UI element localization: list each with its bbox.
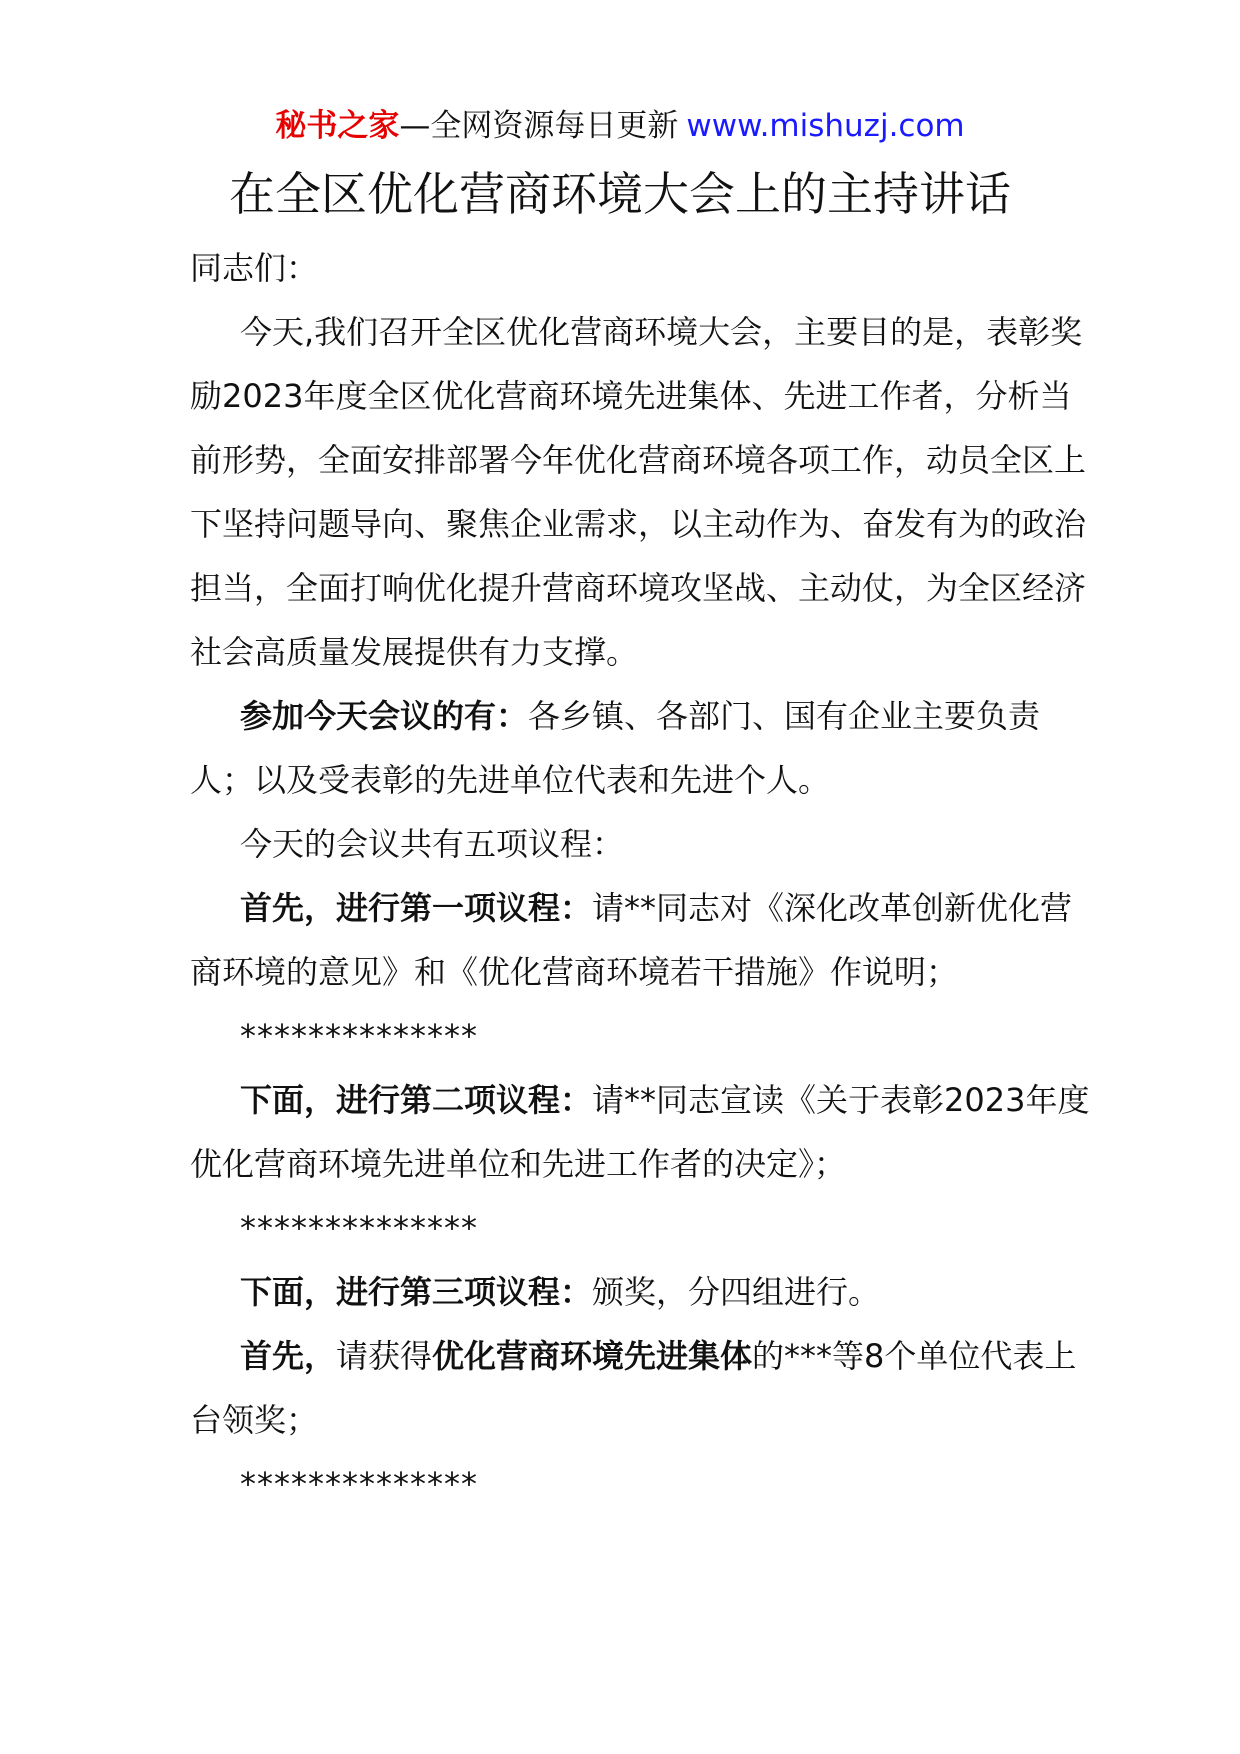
document-title: 在全区优化营商环境大会上的主持讲话 bbox=[229, 167, 1011, 221]
agenda-item-1-text: 请**同志对《深化改革创新优化营商环境的意见》和《优化营商环境若干措施》作说明； bbox=[190, 889, 1073, 991]
agenda-item-2-text: 请**同志宣读《关于表彰2023年度优化营商环境先进单位和先进工作者的决定》； bbox=[190, 1081, 1090, 1183]
site-header bbox=[0, 104, 1240, 148]
agenda-item-3 bbox=[190, 1260, 1090, 1324]
site-url[interactable]: www.mishuzj.com bbox=[686, 108, 965, 144]
agenda-item-3-text: 颁奖，分四组进行。 bbox=[592, 1273, 881, 1311]
agenda-item-1-label: 首先，进行第一项议程： bbox=[240, 889, 593, 927]
site-slogan: —全网资源每日更新 bbox=[399, 108, 679, 144]
placeholder-stars-2: ************** bbox=[240, 1209, 478, 1247]
agenda-item-3-label: 下面，进行第三项议程： bbox=[240, 1273, 593, 1311]
agenda-item-1 bbox=[190, 876, 1090, 1004]
agenda-intro: 今天的会议共有五项议程： bbox=[240, 825, 625, 863]
placeholder-stars-3: ************** bbox=[240, 1465, 478, 1503]
agenda-item-2-label: 下面，进行第二项议程： bbox=[240, 1081, 593, 1119]
opening-paragraph: 今天,我们召开全区优化营商环境大会，主要目的是，表彰奖励2023年度全区优化营商环境先进集体、先进工作者，分析当前形势，全面安排部署今年优化营商环境各项工作，动员全区上下坚持问题导向、聚焦企业需求，以主动作为、奋发有为的政治担当，全面打响优化提升营商环境攻坚战、主动仗，为全区经济社会高质量发展提供有力支撑。 bbox=[190, 313, 1087, 671]
attendees-paragraph bbox=[190, 684, 1090, 812]
attendees-text: 各乡镇、各部门、国有企业主要负责人；以及受表彰的先进单位代表和先进个人。 bbox=[190, 697, 1041, 799]
brand-name: 秘书之家 bbox=[275, 108, 400, 144]
placeholder-stars-1: ************** bbox=[240, 1017, 478, 1055]
award-group-1 bbox=[190, 1324, 1090, 1452]
attendees-label: 参加今天会议的有： bbox=[240, 697, 529, 735]
document-body bbox=[190, 236, 1090, 1516]
salutation: 同志们： bbox=[190, 249, 319, 287]
award-group-1-lead: 首先， bbox=[240, 1337, 337, 1375]
award-group-1-post: 的***等8个单位代表上台领奖； bbox=[190, 1337, 1077, 1439]
award-group-1-pre: 请获得 bbox=[336, 1337, 433, 1375]
award-group-1-highlight: 优化营商环境先进集体 bbox=[432, 1337, 753, 1375]
agenda-item-2 bbox=[190, 1068, 1090, 1196]
